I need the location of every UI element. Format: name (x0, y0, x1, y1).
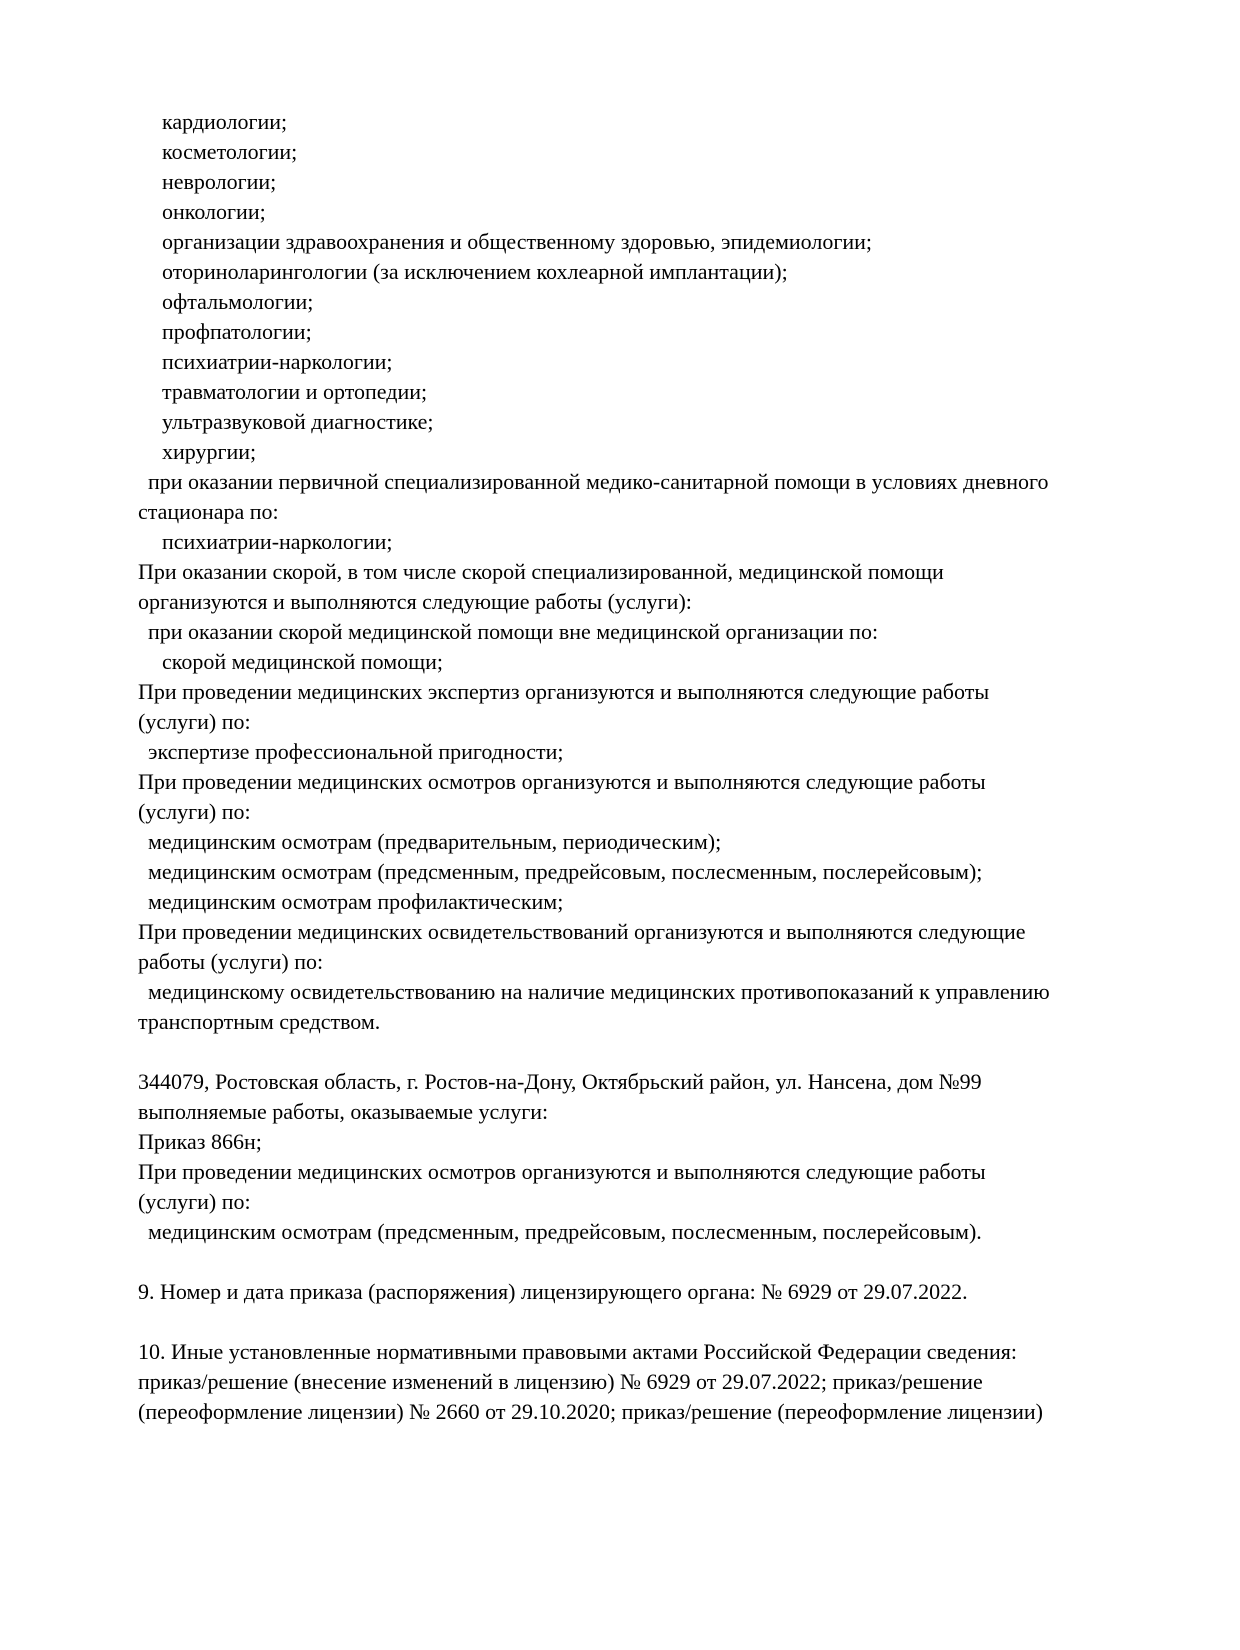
doc-line: медицинскому освидетельствованию на наличие медицинских противопоказаний к управлению (148, 979, 1050, 1004)
blank-line (138, 1307, 1130, 1337)
specialty-line: скорой медицинской помощи; (162, 649, 444, 674)
doc-line: транспортным средством. (138, 1009, 381, 1034)
doc-line: При проведении медицинских осмотров организуются и выполняются следующие работы (138, 1159, 986, 1184)
doc-line: стационара по: (138, 499, 279, 524)
specialty-line: неврологии; (162, 169, 277, 194)
doc-line: (услуги) по: (138, 1189, 251, 1214)
other-info-line: (переоформление лицензии) № 2660 от 29.10.2020; приказ/решение (переоформление лицензии) (138, 1399, 1043, 1424)
specialty-line: организации здравоохранения и общественному здоровью, эпидемиологии; (162, 229, 873, 254)
doc-line: работы (услуги) по: (138, 949, 324, 974)
specialty-line: офтальмологии; (162, 289, 314, 314)
blank-line (138, 1247, 1130, 1277)
other-info-line: 10. Иные установленные нормативными правовыми актами Российской Федерации сведения: (138, 1339, 1017, 1364)
specialty-line: травматологии и ортопедии; (162, 379, 428, 404)
doc-line: при оказании первичной специализированной медико-санитарной помощи в условиях дневного (148, 469, 1049, 494)
doc-line: медицинским осмотрам (предсменным, предрейсовым, послесменным, послерейсовым); (148, 859, 983, 884)
address-line: 344079, Ростовская область, г. Ростов-на-Дону, Октябрьский район, ул. Нансена, дом №99 (138, 1069, 982, 1094)
doc-line: выполняемые работы, оказываемые услуги: (138, 1099, 549, 1124)
specialty-line: профпатологии; (162, 319, 312, 344)
order-ref-line: Приказ 866н; (138, 1129, 262, 1154)
doc-line: (услуги) по: (138, 709, 251, 734)
doc-line: При проведении медицинских освидетельствований организуются и выполняются следующие (138, 919, 1026, 944)
specialty-line: психиатрии-наркологии; (162, 529, 393, 554)
specialty-line: психиатрии-наркологии; (162, 349, 393, 374)
specialty-line: кардиологии; (162, 109, 288, 134)
doc-line: При проведении медицинских экспертиз организуются и выполняются следующие работы (138, 679, 990, 704)
doc-line: медицинским осмотрам (предсменным, предрейсовым, послесменным, послерейсовым). (148, 1219, 982, 1244)
specialty-line: хирургии; (162, 439, 257, 464)
doc-line: при оказании скорой медицинской помощи вне медицинской организации по: (148, 619, 879, 644)
blank-line (138, 1037, 1130, 1067)
doc-line: организуются и выполняются следующие работы (услуги): (138, 589, 692, 614)
specialty-line: онкологии; (162, 199, 266, 224)
other-info-line: приказ/решение (внесение изменений в лицензию) № 6929 от 29.07.2022; приказ/решение (138, 1369, 983, 1394)
doc-line: При оказании скорой, в том числе скорой специализированной, медицинской помощи (138, 559, 944, 584)
doc-line: медицинским осмотрам (предварительным, периодическим); (148, 829, 722, 854)
order-number-date-line: 9. Номер и дата приказа (распоряжения) лицензирующего органа: № 6929 от 29.07.2022. (138, 1279, 968, 1304)
specialty-line: косметологии; (162, 139, 298, 164)
doc-line: (услуги) по: (138, 799, 251, 824)
specialty-line: ультразвуковой диагностике; (162, 409, 434, 434)
specialty-line: оториноларингологии (за исключением кохлеарной имплантации); (162, 259, 788, 284)
doc-line: При проведении медицинских осмотров организуются и выполняются следующие работы (138, 769, 986, 794)
doc-line: медицинским осмотрам профилактическим; (148, 889, 564, 914)
doc-line: экспертизе профессиональной пригодности; (148, 739, 564, 764)
